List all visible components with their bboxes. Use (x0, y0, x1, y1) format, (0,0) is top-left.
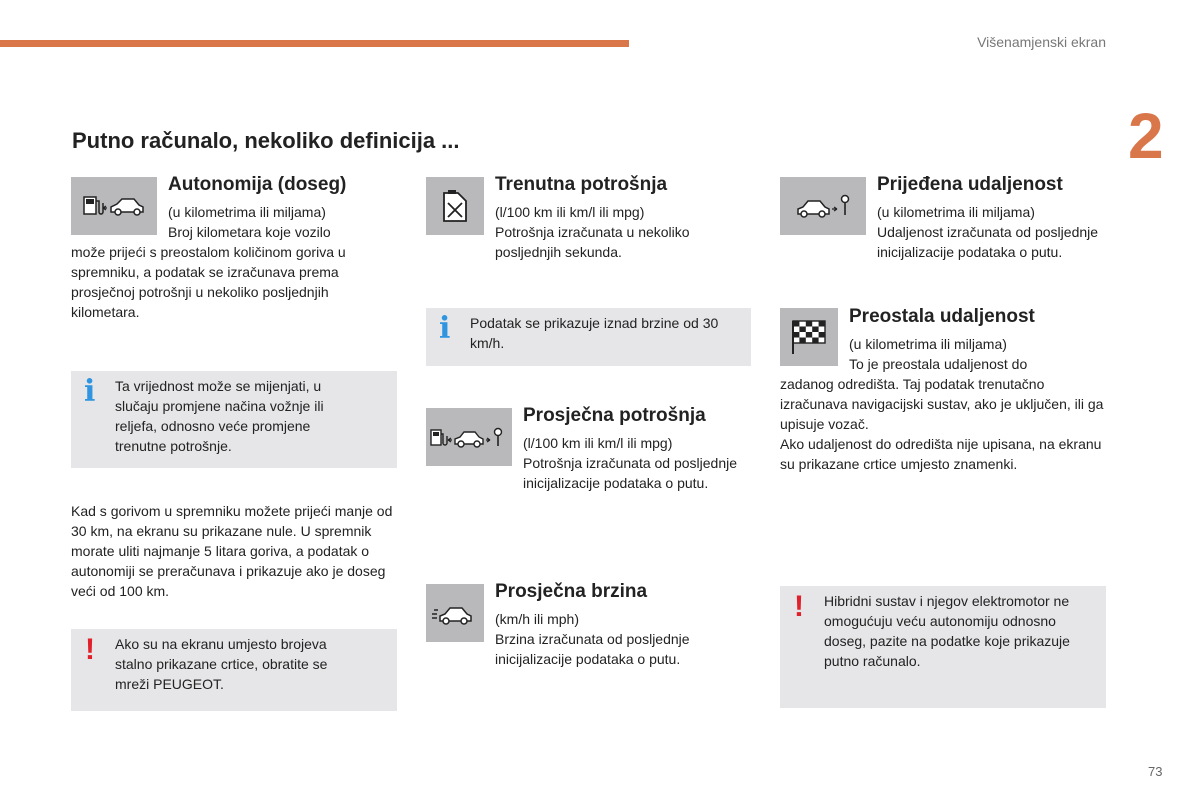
autonomy-unit: (u kilometrima ili miljama) (168, 204, 326, 220)
distance-travelled-icon-panel (780, 177, 866, 235)
warning-icon: ! (794, 590, 804, 623)
warning-note-dashes-text: Ako su na ekranu umjesto brojeva stalno prikazane crtice, obratite se mreži PEUGEOT. (115, 636, 328, 692)
autonomy-body-first: Broj kilometara koje vozilo (168, 224, 331, 240)
checkered-flag-icon (780, 308, 838, 366)
instant-consumption-unit: (l/100 km ili km/l ili mpg) (495, 204, 645, 220)
fuel-pump-icon (431, 430, 447, 445)
header-accent-bar (0, 40, 629, 47)
car-icon (111, 199, 143, 215)
info-icon: i (84, 374, 96, 409)
warning-note-hybrid-text: Hibridni sustav i njegov elektromotor ne omogućuju veću autonomiju odnosno doseg, pazite na podatke koje prikazuje putno računalo. (824, 593, 1070, 669)
info-icon: i (439, 311, 451, 346)
car-icon (455, 432, 483, 447)
warning-note-dashes (71, 629, 397, 711)
warning-icon: ! (85, 633, 95, 666)
remaining-distance-unit: (u kilometrima ili miljama) (849, 336, 1007, 352)
remaining-distance-body-2: Ako udaljenost do odredišta nije upisana, na ekranu su prikazane crtice umjesto znamenki. (780, 436, 1102, 472)
remaining-distance-body: zadanog odredišta. Taj podatak trenutačno izračunava navigacijski sustav, ako je uključen, ili ga upisuje vozač. (780, 376, 1104, 432)
distance-travelled-body: Udaljenost izračunata od posljednje inicijalizacije podataka o putu. (877, 224, 1099, 260)
average-speed-body: Brzina izračunata od posljednje inicijalizacije podataka o putu. (495, 631, 690, 667)
remaining-distance-icon-panel (780, 308, 838, 366)
instant-consumption-title: Trenutna potrošnja (495, 174, 668, 195)
page-title: Putno računalo, nekoliko definicija ... (72, 128, 460, 153)
chapter-title: Višenamjenski ekran (977, 34, 1106, 50)
average-consumption-icon-panel (426, 408, 512, 466)
fuel-pump-icon (84, 197, 103, 214)
distance-travelled-unit: (u kilometrima ili miljama) (877, 204, 1035, 220)
remaining-distance-title: Preostala udaljenost (849, 306, 1035, 327)
info-note-autonomy-text: Ta vrijednost može se mijenjati, u slučaju promjene načina vožnje ili reljefa, odnosno veće promjene trenutne potrošnje. (115, 378, 324, 454)
chapter-number: 2 (1128, 100, 1164, 172)
distance-travelled-title: Prijeđena udaljenost (877, 174, 1063, 195)
average-consumption-title: Prosječna potrošnja (523, 405, 706, 426)
remaining-distance-body-first: To je preostala udaljenost do (849, 356, 1028, 372)
destination-flag-icon (495, 429, 502, 447)
average-speed-icon-panel (426, 584, 484, 642)
instant-consumption-body: Potrošnja izračunata u nekoliko posljednjih sekunda. (495, 224, 690, 260)
average-consumption-unit: (l/100 km ili km/l ili mpg) (523, 435, 673, 451)
autonomy-icon-panel (71, 177, 157, 235)
instant-consumption-icon-panel (426, 177, 484, 235)
info-note-autonomy (71, 371, 397, 468)
jerrycan-icon (426, 177, 484, 235)
info-note-speed (426, 308, 751, 366)
speed-car-icon (426, 584, 484, 642)
autonomy-body: može prijeći s preostalom količinom goriva u spremniku, a podatak se izračunava prema prosječnoj potrošnji u nekoliko posljednjih kilometara. (71, 244, 346, 320)
autonomy-title: Autonomija (doseg) (168, 174, 347, 195)
low-fuel-paragraph: Kad s gorivom u spremniku možete prijeći manje od 30 km, na ekranu su prikazane nule. U spremnik morate uliti najmanje 5 litara goriva, a podatak o autonomiji se preračunava i prikazuje ako je doseg veći od 100 km. (71, 503, 393, 599)
warning-note-hybrid (780, 586, 1106, 708)
info-note-speed-text: Podatak se prikazuje iznad brzine od 30 km/h. (470, 315, 719, 351)
destination-flag-icon (842, 196, 849, 216)
average-speed-unit: (km/h ili mph) (495, 611, 580, 627)
average-speed-title: Prosječna brzina (495, 581, 648, 602)
car-icon (798, 201, 829, 217)
page-number: 73 (1148, 764, 1163, 779)
average-consumption-body: Potrošnja izračunata od posljednje inicijalizacije podataka o putu. (523, 455, 738, 491)
